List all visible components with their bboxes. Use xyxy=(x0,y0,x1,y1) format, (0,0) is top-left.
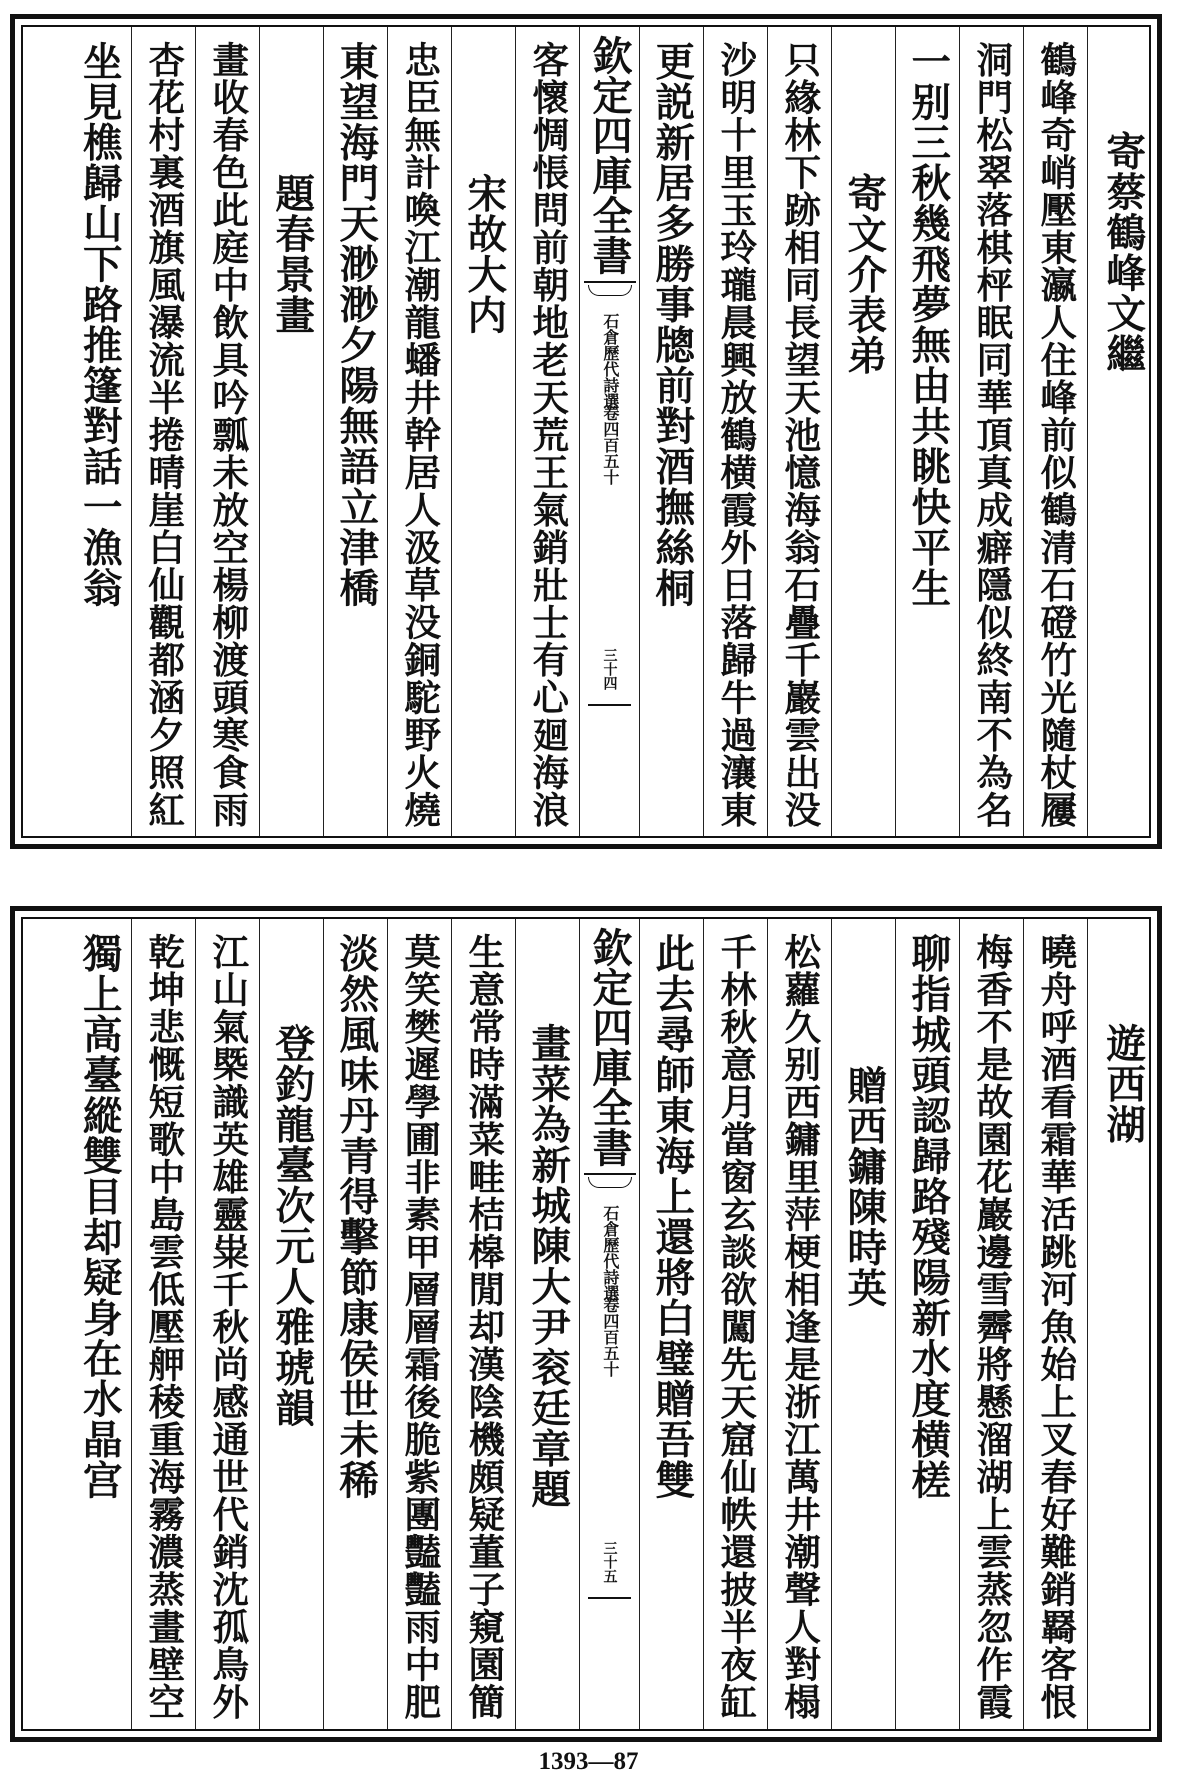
column-text: 江山氣槩識英雄靈粜千秋尚感通世代銷沈孤鳥外 xyxy=(206,933,250,1721)
poem-title xyxy=(451,27,515,836)
text-column xyxy=(895,27,959,836)
fish-tail-mark-icon xyxy=(584,1173,636,1197)
column-text: 客懷惆悵問前朝地老天荒王氣銷壯士有心廻海浪 xyxy=(526,41,570,829)
text-column xyxy=(1023,919,1087,1729)
collection-title: 欽定四庫全書 xyxy=(586,927,633,1167)
column-text: 生意常時滿菜畦桔槔閒却漢陰機頗疑董子窺園簡 xyxy=(462,933,506,1721)
title-text: 寄蔡鶴峰文繼 xyxy=(1100,131,1147,374)
column-text: 坐見樵歸山下路推篷對話一漁翁 xyxy=(76,41,123,608)
page-frame xyxy=(21,917,1151,1731)
text-column xyxy=(387,27,451,836)
title-text: 遊西湖 xyxy=(1100,1023,1147,1145)
divider xyxy=(588,1597,631,1599)
poem-title xyxy=(831,27,895,836)
column-text: 千林秋意月當窗玄談欲闖先天窟仙帙還披半夜缸 xyxy=(714,933,758,1721)
page-frame xyxy=(21,25,1151,838)
column-text: 莫笑樊遲學圃非素甲層層霜後脆紫團豔豔雨中肥 xyxy=(398,933,442,1721)
poem-title xyxy=(1087,919,1157,1729)
text-column xyxy=(1023,27,1087,836)
title-text: 畫菜為新城陳大尹衮廷章題 xyxy=(525,1023,572,1509)
column-text: 乾坤悲慨短歌中島雲低壓舺稜重海霧濃蒸畫壁空 xyxy=(142,933,186,1721)
text-column xyxy=(639,27,703,836)
poem-title xyxy=(515,919,579,1729)
text-column xyxy=(703,919,767,1729)
text-column xyxy=(195,919,259,1729)
poem-title xyxy=(1087,27,1157,836)
text-column xyxy=(959,919,1023,1729)
column-text: 梅香不是故園花巖邊雪霽將懸溜湖上雲蒸忽作霞 xyxy=(970,933,1014,1721)
text-column xyxy=(131,27,195,836)
title-text: 宋故大内 xyxy=(461,173,508,335)
poem-title xyxy=(259,27,323,836)
title-text: 贈西鏞陳時英 xyxy=(841,1065,888,1308)
text-column xyxy=(451,919,515,1729)
column-text: 東望海門天渺渺夕陽無語立津橋 xyxy=(333,41,380,608)
text-column xyxy=(323,919,387,1729)
text-column xyxy=(195,27,259,836)
page-top xyxy=(10,14,1162,849)
column-text: 沙明十里玉玲瓏晨興放鶴横霞外日落歸牛過瀼東 xyxy=(714,41,758,829)
column-text: 忠臣無計喚江潮龍蟠井幹居人汲草没銅駝野火燒 xyxy=(398,41,442,829)
title-text: 題春景畫 xyxy=(269,173,316,335)
poem-title xyxy=(259,919,323,1729)
column-text: 聊指城頭認歸路殘陽新水度横槎 xyxy=(905,933,952,1500)
title-text: 登釣龍臺次元人雅琥韻 xyxy=(269,1023,316,1428)
text-column xyxy=(639,919,703,1729)
center-fold xyxy=(579,27,639,836)
poem-title xyxy=(831,919,895,1729)
column-text: 松蘿久别西鏞里萍梗相逢是浙江萬井潮聲人對榻 xyxy=(778,933,822,1721)
page-number: 三十五 xyxy=(601,1541,618,1583)
divider xyxy=(588,704,631,706)
collection-title: 欽定四庫全書 xyxy=(586,35,633,275)
column-text: 淡然風味丹青得擊節康侯世未稀 xyxy=(333,933,380,1500)
text-column xyxy=(959,27,1023,836)
text-column xyxy=(67,27,131,836)
column-text: 鶴峰奇峭壓東瀛人住峰前似鶴清石磴竹光隨杖屨 xyxy=(1034,41,1078,829)
footer-page-number: 1393—87 xyxy=(538,1748,639,1775)
volume-number: 卷四百五十 xyxy=(600,1297,620,1377)
text-column xyxy=(515,27,579,836)
center-fold xyxy=(579,919,639,1729)
text-column xyxy=(767,27,831,836)
text-column xyxy=(67,919,131,1729)
text-column xyxy=(323,27,387,836)
text-column xyxy=(131,919,195,1729)
column-text: 一别三秋幾飛夢無由共眺快平生 xyxy=(905,41,952,608)
column-text: 獨上高臺縱雙目却疑身在水晶宫 xyxy=(76,933,123,1500)
text-column xyxy=(767,919,831,1729)
column-text: 畫收春色此庭中飲具吟瓢未放空楊柳渡頭寒食雨 xyxy=(206,41,250,829)
fish-tail-mark-icon xyxy=(584,281,636,305)
page-bottom xyxy=(10,906,1162,1742)
text-column xyxy=(387,919,451,1729)
page-number: 三十四 xyxy=(601,648,618,690)
volume-number: 卷四百五十 xyxy=(600,405,620,485)
text-column xyxy=(895,919,959,1729)
book-title: 石倉歷代詩選 xyxy=(600,1205,620,1301)
title-text: 寄文介表弟 xyxy=(841,173,888,376)
book-title: 石倉歷代詩選 xyxy=(600,313,620,409)
column-text: 此去尋師東海上還將白璧贈吾雙 xyxy=(649,933,696,1500)
column-text: 曉舟呼酒看霜華活跳河魚始上叉春好難銷羇客恨 xyxy=(1034,933,1078,1721)
column-text: 更説新居多勝事牕前對酒撫絲桐 xyxy=(649,41,696,608)
text-column xyxy=(703,27,767,836)
column-text: 只緣林下跡相同長望天池憶海翁石疊千巖雲出没 xyxy=(778,41,822,829)
column-text: 洞門松翠落棋枰眠同華頂真成癖隱似終南不為名 xyxy=(970,41,1014,829)
column-text: 杏花村裏酒旗風瀑流半捲晴崖白仙觀都涵夕照紅 xyxy=(142,41,186,829)
